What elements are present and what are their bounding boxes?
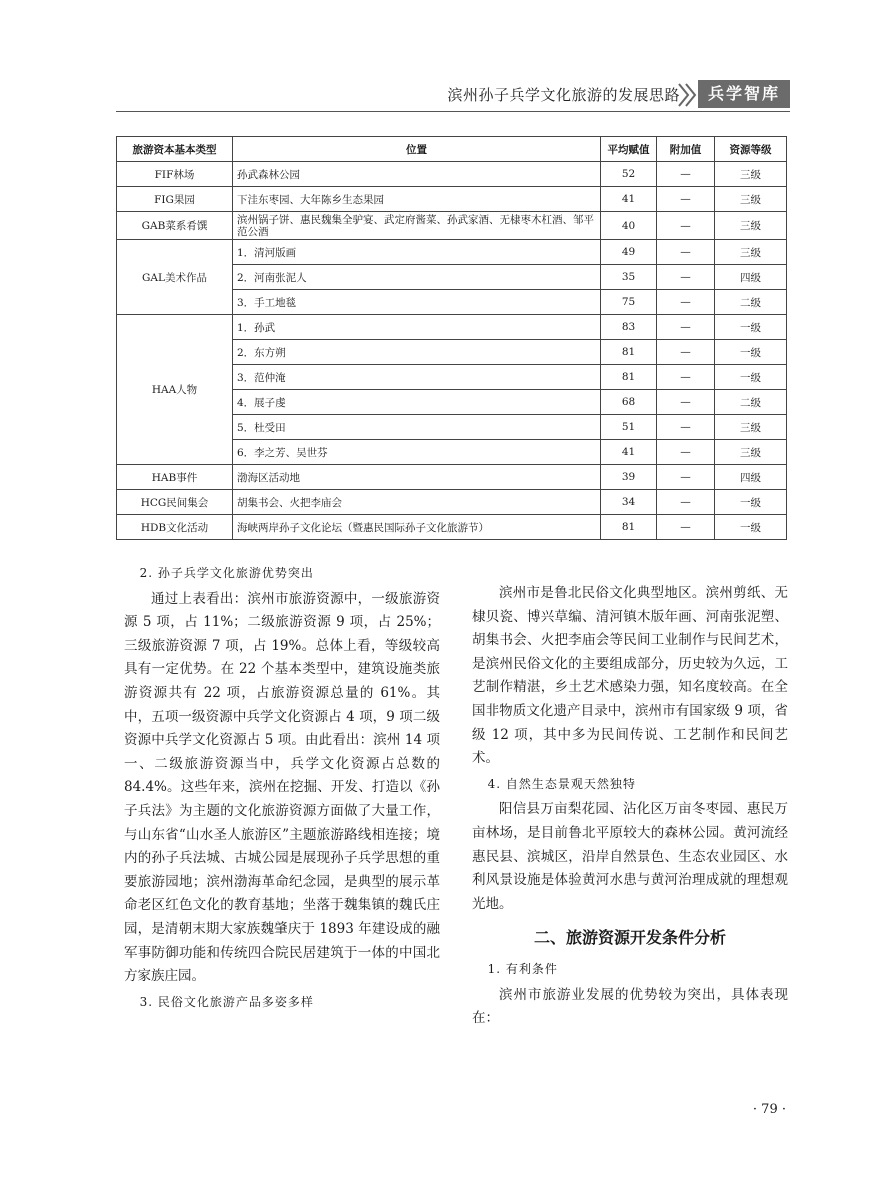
subheading-1: 1. 有利条件 <box>487 961 558 976</box>
cell-location: 孙武森林公园 <box>233 162 601 187</box>
cell-location: 胡集书会、火把李庙会 <box>233 490 601 515</box>
cell-average: 35 <box>601 265 657 290</box>
cell-type: FIF林场 <box>117 162 233 187</box>
col-header-added: 附加值 <box>657 137 715 162</box>
chevron-right-icon <box>676 82 698 108</box>
cell-added: — <box>657 365 715 390</box>
cell-added: — <box>657 440 715 465</box>
cell-location: 2．河南张泥人 <box>233 265 601 290</box>
left-text-column <box>124 560 440 1016</box>
table-row <box>117 187 787 212</box>
cell-average: 81 <box>601 515 657 540</box>
cell-average: 41 <box>601 440 657 465</box>
cell-average: 81 <box>601 340 657 365</box>
table-row <box>117 162 787 187</box>
page-number: · 79 · <box>752 1102 786 1117</box>
cell-average: 40 <box>601 212 657 240</box>
cell-added: — <box>657 490 715 515</box>
cell-location: 渤海区活动地 <box>233 465 601 490</box>
cell-grade: 三级 <box>715 162 787 187</box>
cell-average: 81 <box>601 365 657 390</box>
cell-location: 1．清河版画 <box>233 240 601 265</box>
table-row <box>117 465 787 490</box>
cell-type: HDB文化活动 <box>117 515 233 540</box>
running-header <box>116 80 790 112</box>
cell-grade: 四级 <box>715 265 787 290</box>
cell-added: — <box>657 240 715 265</box>
table-row <box>117 212 787 240</box>
col-header-location: 位置 <box>233 137 601 162</box>
section-title: 二、旅游资源开发条件分析 <box>533 928 726 948</box>
cell-grade: 一级 <box>715 490 787 515</box>
cell-location: 下洼东枣园、大年陈乡生态果园 <box>233 187 601 212</box>
cell-type: HCG民间集会 <box>117 490 233 515</box>
cell-added: — <box>657 340 715 365</box>
header-title: 滨州孙子兵学文化旅游的发展思路 <box>447 86 680 104</box>
cell-grade: 一级 <box>715 340 787 365</box>
cell-location: 2．东方朔 <box>233 340 601 365</box>
cell-grade: 二级 <box>715 390 787 415</box>
cell-grade: 二级 <box>715 290 787 315</box>
cell-added: — <box>657 465 715 490</box>
cell-average: 51 <box>601 415 657 440</box>
cell-average: 41 <box>601 187 657 212</box>
cell-added: — <box>657 390 715 415</box>
cell-average: 75 <box>601 290 657 315</box>
cell-average: 39 <box>601 465 657 490</box>
cell-location: 4．展子虔 <box>233 390 601 415</box>
right-text-column <box>472 582 788 1031</box>
cell-grade: 四级 <box>715 465 787 490</box>
tourism-resource-table <box>116 136 787 540</box>
cell-added: — <box>657 515 715 540</box>
table-row <box>117 240 787 265</box>
cell-added: — <box>657 187 715 212</box>
cell-average: 52 <box>601 162 657 187</box>
cell-type: GAB菜系肴馔 <box>117 212 233 240</box>
cell-added: — <box>657 162 715 187</box>
paragraph: 滨州市是鲁北民俗文化典型地区。滨州剪纸、无棣贝瓷、博兴草编、清河镇木版年画、河南张泥塑、胡集书会、火把李庙会等民间工业制作与民间艺术，是滨州民俗文化的主要组成部分，历史较为久远，工艺制作精湛，乡土艺术感染力强，知名度较高。在全国非物质文化遗产目录中，滨州市有国家级 9 项，省级 12 项，其中多为民间传说、工艺制作和民间艺术。 <box>472 585 788 767</box>
subheading-2: 2. 孙子兵学文化旅游优势突出 <box>139 566 314 580</box>
cell-grade: 三级 <box>715 415 787 440</box>
table-header-row <box>117 137 787 162</box>
header-rule <box>116 111 790 112</box>
table-row <box>117 315 787 340</box>
cell-location: 海峡两岸孙子文化论坛（暨惠民国际孙子文化旅游节） <box>233 515 601 540</box>
cell-average: 83 <box>601 315 657 340</box>
cell-location: 1．孙武 <box>233 315 601 340</box>
subheading-4: 4. 自然生态景观天然独特 <box>487 776 636 791</box>
table-row <box>117 515 787 540</box>
cell-location: 3．范仲淹 <box>233 365 601 390</box>
paragraph: 阳信县万亩梨花园、沾化区万亩冬枣园、惠民万亩林场，是目前鲁北平原较大的森林公园。黄河流经惠民县、滨城区，沿岸自然景色、生态农业园区、水利风景设施是体验黄河水患与黄河治理成就的理想观光地。 <box>472 801 788 912</box>
col-header-grade: 资源等级 <box>715 137 787 162</box>
cell-location: 3．手工地毯 <box>233 290 601 315</box>
cell-added: — <box>657 290 715 315</box>
col-header-type: 旅游资本基本类型 <box>117 137 233 162</box>
cell-average: 68 <box>601 390 657 415</box>
paragraph: 通过上表看出：滨州市旅游资源中，一级旅游资源 5 项，占 11%；二级旅游资源 9 项，占 25%；三级旅游资源 7 项，占 19%。总体上看，等级较高具有一定优势。在 22 个基本类型中，建筑设施类旅游资源共有 22 项，占旅游资源总量的 61%。其中，五项一级资源中兵学文化资源占 4 项，9 项二级资源中兵学文化资源占 5 项。由此看出：滨州 14 项一、二级旅游资源当中，兵学文化资源占总数的 84.4%。这些年来，滨州在挖掘、开发、打造以《孙子兵法》为主题的文化旅游资源方面做了大量工作，与山东省“山水圣人旅游区”主题旅游路线相连接；境内的孙子兵法城、古城公园是展现孙子兵学思想的重要旅游园地；滨州渤海革命纪念园，是典型的展示革命老区红色文化的教育基地；坐落于魏集镇的魏氏庄园，是清朝末期大家族魏肇庆于 1893 年建设成的融军事防御功能和传统四合院民居建筑于一体的中国北方家族庄园。 <box>124 590 440 985</box>
cell-location: 6．李之芳、吴世芬 <box>233 440 601 465</box>
cell-location: 5．杜受田 <box>233 415 601 440</box>
cell-grade: 一级 <box>715 315 787 340</box>
cell-type: GAL美术作品 <box>117 240 233 315</box>
cell-added: — <box>657 265 715 290</box>
cell-average: 34 <box>601 490 657 515</box>
cell-grade: 三级 <box>715 187 787 212</box>
paragraph: 滨州市旅游业发展的优势较为突出，具体表现在： <box>472 986 788 1027</box>
cell-average: 49 <box>601 240 657 265</box>
cell-added: — <box>657 415 715 440</box>
cell-grade: 三级 <box>715 240 787 265</box>
cell-type: FIG果园 <box>117 187 233 212</box>
cell-type: HAB事件 <box>117 465 233 490</box>
cell-grade: 一级 <box>715 365 787 390</box>
cell-grade: 三级 <box>715 212 787 240</box>
cell-type: HAA人物 <box>117 315 233 465</box>
cell-grade: 一级 <box>715 515 787 540</box>
col-header-average: 平均赋值 <box>601 137 657 162</box>
cell-added: — <box>657 212 715 240</box>
column-tag: 兵学智库 <box>698 80 790 108</box>
cell-added: — <box>657 315 715 340</box>
cell-location: 滨州锅子饼、惠民魏集全驴宴、武定府酱菜、孙武家酒、无棣枣木杠酒、邹平范公酒 <box>233 212 601 240</box>
subheading-3: 3. 民俗文化旅游产品多姿多样 <box>139 994 314 1009</box>
table-row <box>117 490 787 515</box>
cell-grade: 三级 <box>715 440 787 465</box>
